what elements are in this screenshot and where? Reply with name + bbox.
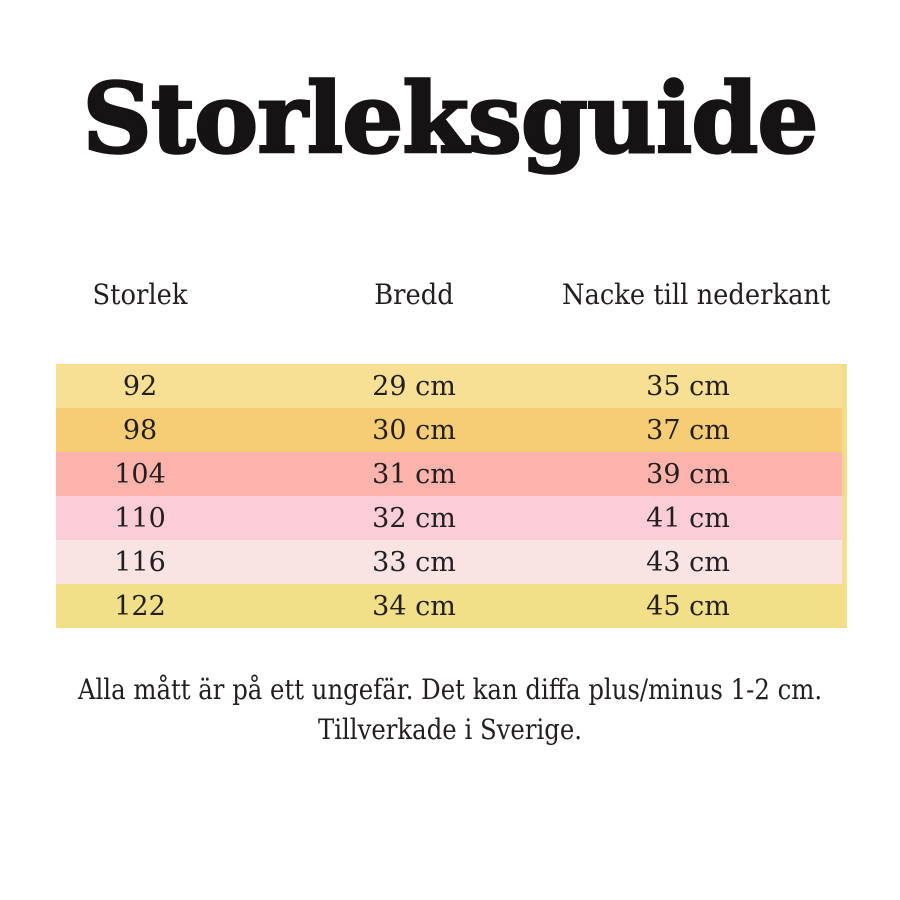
neck-cell: 37 cm <box>646 414 730 446</box>
neck-cell: 35 cm <box>646 370 730 402</box>
width-cell: 31 cm <box>372 458 456 490</box>
table-row <box>56 540 846 584</box>
footer-notes <box>0 670 900 750</box>
neck-cell: 39 cm <box>646 458 730 490</box>
column-header-size: Storlek <box>92 277 188 311</box>
column-header-width: Bredd <box>374 277 454 311</box>
size-table <box>56 364 846 628</box>
neck-cell: 43 cm <box>646 546 730 578</box>
table-row <box>56 496 846 540</box>
table-row <box>56 408 846 452</box>
size-cell: 104 <box>114 458 166 490</box>
size-cell: 122 <box>114 590 166 622</box>
width-cell: 34 cm <box>372 590 456 622</box>
size-cell: 116 <box>114 546 166 578</box>
size-cell: 92 <box>122 370 158 402</box>
width-cell: 33 cm <box>372 546 456 578</box>
neck-cell: 41 cm <box>646 502 730 534</box>
footer-note-origin: Tillverkade i Sverige. <box>317 713 583 746</box>
footer-note-tolerance: Alla mått är på ett ungefär. Det kan diffa plus/minus 1-2 cm. <box>77 673 823 706</box>
table-row <box>56 364 846 408</box>
width-cell: 32 cm <box>372 502 456 534</box>
size-cell: 98 <box>122 414 158 446</box>
table-row <box>56 452 846 496</box>
table-header-row <box>3 272 831 316</box>
page-title: Storleksguide <box>82 62 818 175</box>
table-row <box>56 584 846 628</box>
width-cell: 29 cm <box>372 370 456 402</box>
width-cell: 30 cm <box>372 414 456 446</box>
neck-cell: 45 cm <box>646 590 730 622</box>
column-header-neck: Nacke till nederkant <box>561 277 831 311</box>
size-cell: 110 <box>114 502 166 534</box>
